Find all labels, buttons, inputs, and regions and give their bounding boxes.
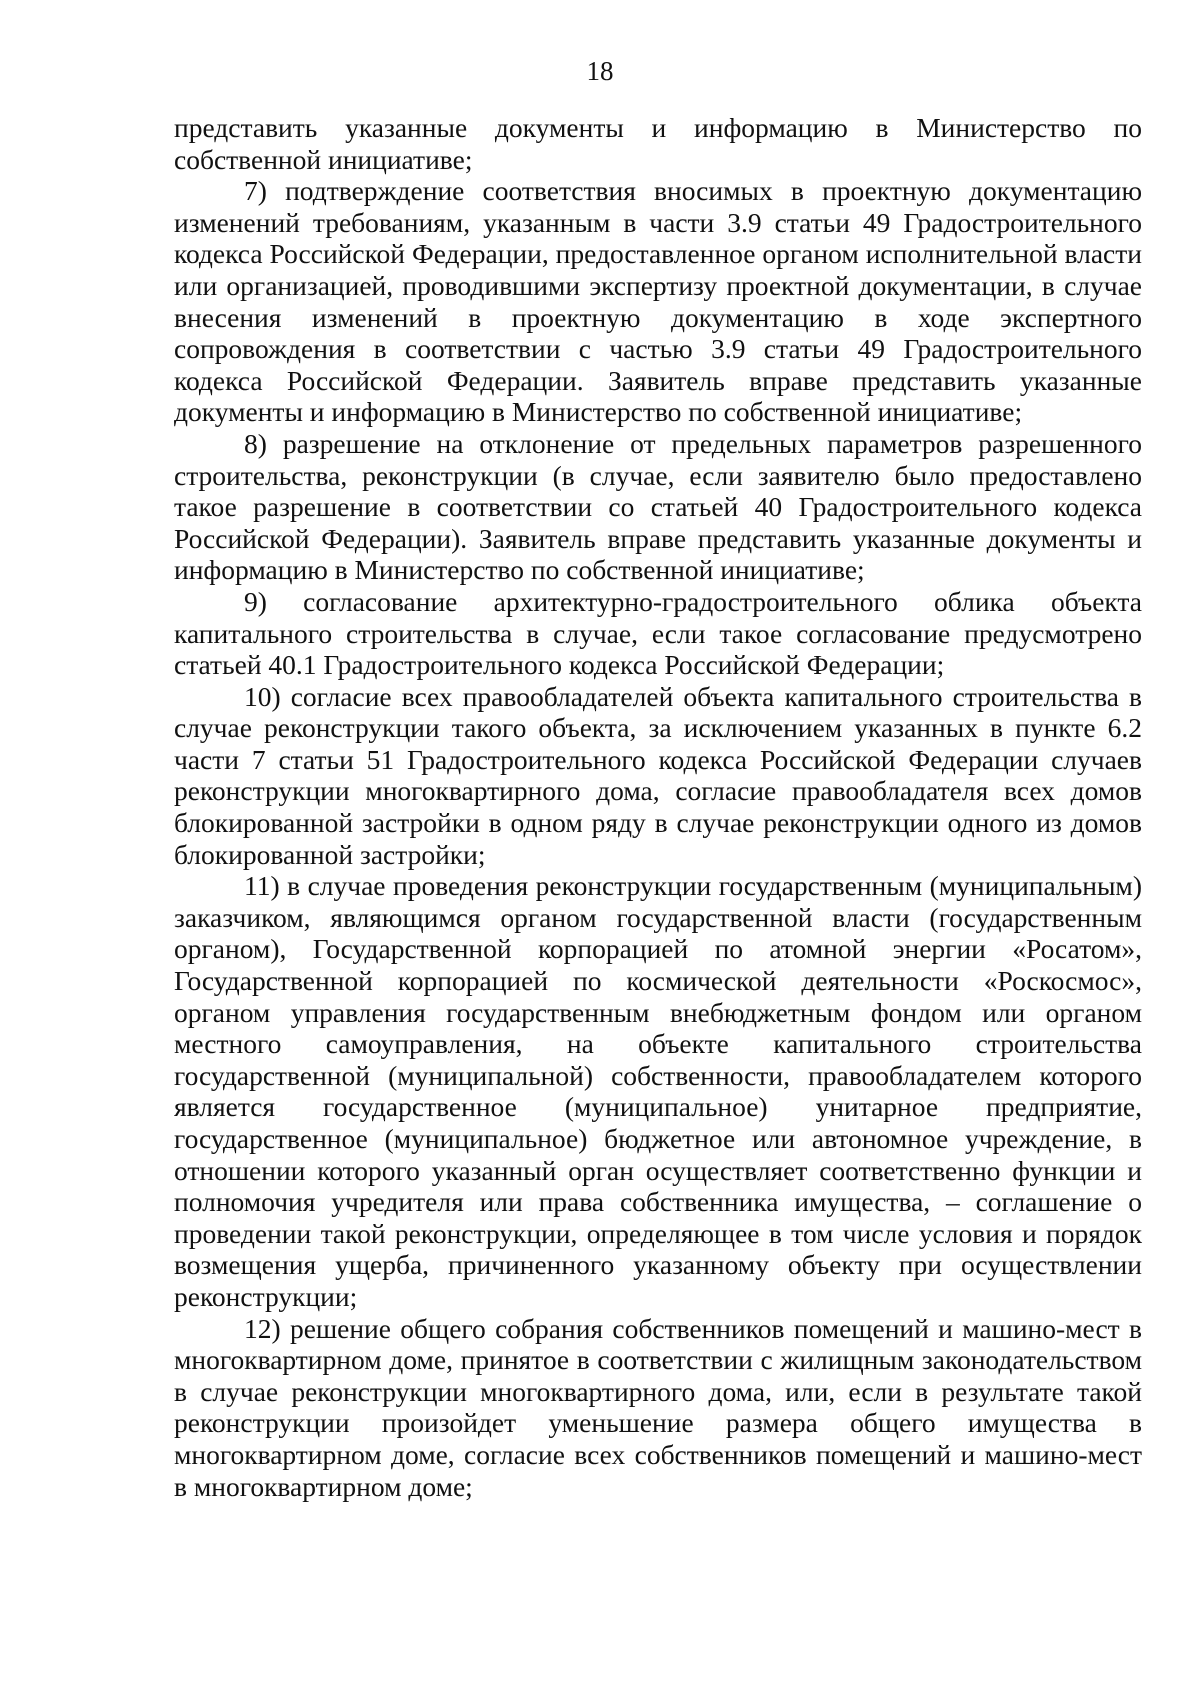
paragraph-item-9: 9) согласование архитектурно-градостроительного облика объекта капитального строительства в случае, если такое согласование предусмотрено статьей 40.1 Градостроительного кодекса Российской Федерации; — [174, 585, 1142, 681]
paragraph-item-7: 7) подтверждение соответствия вносимых в проектную документацию изменений требованиям, указанным в части 3.9 статьи 49 Градостроительного кодекса Российской Федерации, предоставленное органом исполнительной власти или организацией, проводившими экспертизу проектной документации, в случае внесения изменений в проектную документацию в ходе экспертного сопровождения в соответствии с частью 3.9 статьи 49 Градостроительного кодекса Российской Федерации. Заявитель вправе представить указанные документы и информацию в Министерство по собственной инициативе; — [174, 175, 1142, 428]
document-body — [174, 112, 1142, 1502]
paragraph-continuation: представить указанные документы и информацию в Министерство по собственной инициативе; — [174, 112, 1142, 175]
paragraph-item-11: 11) в случае проведения реконструкции государственным (муниципальным) заказчиком, являющимся органом государственной власти (государственным органом), Государственной корпорацией по атомной энергии «Росатом», Государственной корпорацией по космической деятельности «Роскосмос», органом управления государственным внебюджетным фондом или органом местного самоуправления, на объекте капитального строительства государственной (муниципальной) собственности, правообладателем которого является государственное (муниципальное) унитарное предприятие, государственное (муниципальное) бюджетное или автономное учреждение, в отношении которого указанный орган осуществляет соответственно функции и полномочия учредителя или права собственника имущества, – соглашение о проведении такой реконструкции, определяющее в том числе условия и порядок возмещения ущерба, причиненного указанному объекту при осуществлении реконструкции; — [174, 870, 1142, 1312]
paragraph-item-8: 8) разрешение на отклонение от предельных параметров разрешенного строительства, реконструкции (в случае, если заявителю было предоставлено такое разрешение в соответствии со статьей 40 Градостроительного кодекса Российской Федерации). Заявитель вправе представить указанные документы и информацию в Министерство по собственной инициативе; — [174, 427, 1142, 586]
paragraph-item-12: 12) решение общего собрания собственников помещений и машино-мест в многоквартирном доме, принятое в соответствии с жилищным законодательством в случае реконструкции многоквартирного дома, или, если в результате такой реконструкции произойдет уменьшение размера общего имущества в многоквартирном доме, согласие всех собственников помещений и машино-мест в многоквартирном доме; — [174, 1312, 1142, 1502]
paragraph-item-10: 10) согласие всех правообладателей объекта капитального строительства в случае реконструкции такого объекта, за исключением указанных в пункте 6.2 части 7 статьи 51 Градостроительного кодекса Российской Федерации случаев реконструкции многоквартирного дома, согласие правообладателя всех домов блокированной застройки в одном ряду в случае реконструкции одного из домов блокированной застройки; — [174, 680, 1142, 870]
page-number: 18 — [586, 56, 614, 86]
